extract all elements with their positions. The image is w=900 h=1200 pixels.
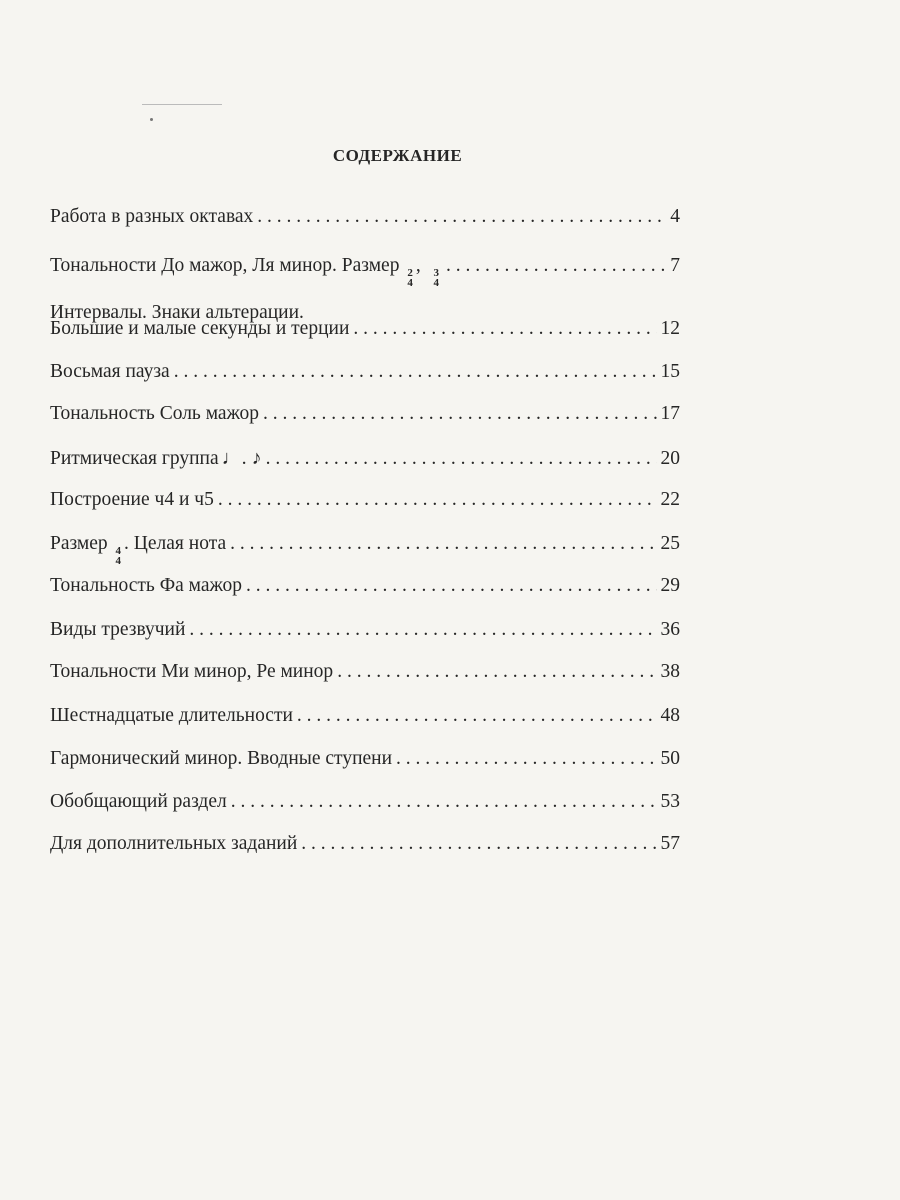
denominator: 4	[433, 277, 439, 289]
entry-title	[50, 447, 262, 470]
denominator: 4	[407, 277, 413, 289]
dot-leader	[396, 748, 656, 770]
entry-page: 4	[670, 206, 680, 227]
time-signature	[116, 546, 122, 566]
page-title: СОДЕРЖАНИЕ	[332, 146, 463, 165]
toc-entry[interactable]	[50, 489, 680, 511]
dot-leader	[353, 318, 656, 340]
numerator: 2	[407, 267, 413, 279]
time-signature	[407, 268, 413, 288]
dot-leader	[337, 661, 656, 683]
entry-title	[50, 533, 226, 566]
entry-title-line1: Интервалы. Знаки альтерации.	[50, 302, 304, 323]
scan-mark-line	[142, 104, 222, 105]
toc-entry[interactable]	[50, 833, 680, 855]
dot-leader	[174, 361, 657, 383]
dot-leader	[231, 791, 657, 813]
entry-page: 12	[660, 318, 680, 339]
entry-text: Ритмическая группа	[50, 448, 219, 469]
entry-text: Размер	[50, 533, 108, 554]
dot-leader	[189, 619, 656, 641]
entry-title: Тональность Соль мажор	[50, 403, 260, 424]
entry-text: Тональности До мажор, Ля минор. Размер	[50, 255, 400, 276]
entry-title: Работа в разных октавах	[50, 206, 254, 227]
toc-entry[interactable]	[50, 619, 680, 641]
entry-page: 50	[660, 748, 680, 769]
dot-leader	[218, 489, 657, 511]
entry-page: 36	[660, 619, 680, 640]
rhythm-notes-icon: ♩. ♪	[221, 447, 262, 469]
toc-entry[interactable]	[50, 705, 680, 727]
entry-page: 17	[660, 403, 680, 424]
toc-entry[interactable]	[50, 533, 680, 566]
scan-mark-dot	[150, 118, 153, 121]
toc-entry[interactable]	[50, 403, 680, 425]
dot-leader	[301, 833, 656, 855]
numerator: 4	[115, 545, 122, 557]
dot-leader	[246, 575, 657, 597]
dot-leader	[446, 255, 666, 277]
toc-entry[interactable]	[50, 791, 680, 813]
time-signature	[433, 268, 439, 288]
entry-title: Тональности Ми минор, Ре минор	[50, 661, 334, 682]
toc-entry[interactable]	[50, 361, 680, 383]
entry-text-rest: . Целая нота	[124, 533, 227, 554]
entry-page: 57	[660, 833, 680, 854]
entry-title: Гармонический минор. Вводные ступени	[50, 748, 393, 769]
entry-page: 7	[670, 255, 680, 276]
dot-leader	[297, 705, 657, 727]
toc-entry[interactable]	[50, 255, 680, 288]
toc-entry[interactable]	[50, 206, 680, 228]
toc-entry[interactable]	[50, 447, 680, 470]
entry-page: 29	[660, 575, 680, 596]
dot-leader	[257, 206, 666, 228]
entry-title: Шестнадцатые длительности	[50, 705, 293, 726]
entry-page: 15	[660, 361, 680, 382]
numerator: 3	[433, 267, 439, 279]
dot-leader	[263, 403, 656, 425]
entry-title: Большие и малые секунды и терции	[50, 318, 350, 339]
entry-page: 38	[660, 661, 680, 682]
entry-title: Восьмая пауза	[50, 361, 170, 382]
dot-leader	[230, 533, 656, 555]
toc-entry[interactable]	[50, 661, 680, 683]
denominator: 4	[115, 555, 122, 567]
entry-title: Тональности До мажор, Ля минор. Размер 2 4 , 3 4	[50, 255, 439, 289]
toc-entry[interactable]	[50, 318, 680, 340]
entry-page: 48	[660, 705, 680, 726]
dot-leader	[266, 448, 657, 470]
entry-title: Для дополнительных заданий	[50, 833, 298, 854]
entry-page: 22	[660, 489, 680, 510]
toc-entry[interactable]	[50, 575, 680, 597]
toc-entry[interactable]	[50, 748, 680, 770]
entry-page: 20	[660, 448, 680, 469]
entry-title: Тональность Фа мажор	[50, 575, 242, 596]
entry-title: Построение ч4 и ч5	[50, 489, 214, 510]
entry-page: 25	[660, 533, 680, 554]
entry-title: Виды трезвучий	[50, 619, 186, 640]
entry-title: Обобщающий раздел	[50, 791, 227, 812]
entry-page: 53	[660, 791, 680, 812]
